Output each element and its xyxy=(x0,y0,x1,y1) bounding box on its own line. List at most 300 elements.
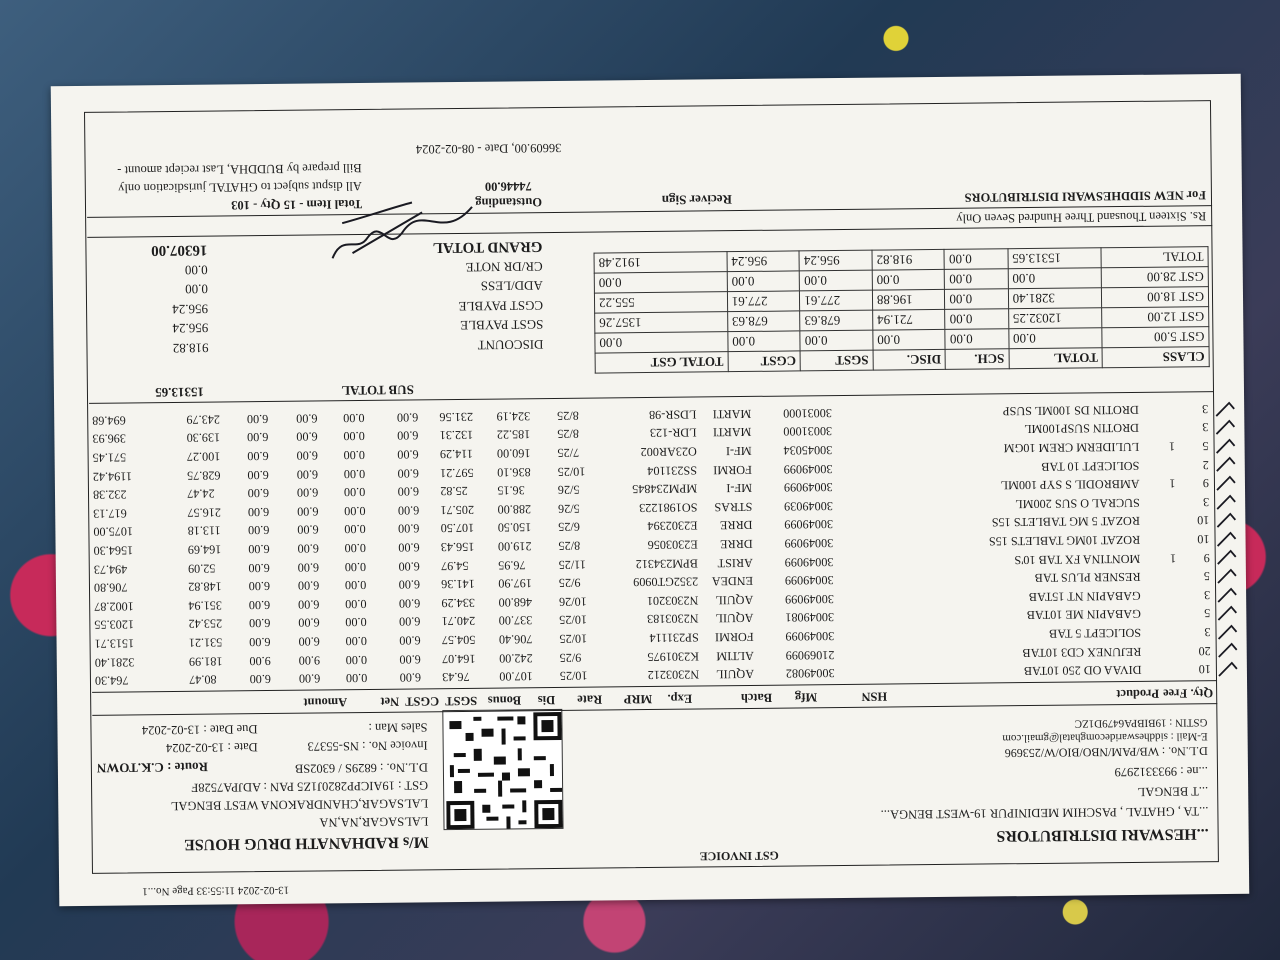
cell-product: ROZAT 10MG TABLETS 15S xyxy=(988,532,1141,549)
cell-net: 181.99 xyxy=(188,654,223,669)
cell-amount: 1513.71 xyxy=(94,636,135,651)
column-header-12: CGST xyxy=(405,694,440,709)
cell-mfg: AQUIL xyxy=(716,667,755,682)
cell-bonus: 0.00 xyxy=(344,503,366,519)
gst-header-cell: SGST xyxy=(800,350,873,371)
cell-hsn: 30049099 xyxy=(783,480,833,495)
cell-mfg: MF-I xyxy=(726,481,753,496)
cell-free xyxy=(1142,511,1178,530)
cell-amount: 571.45 xyxy=(92,450,127,465)
cell-dis: 6.00 xyxy=(397,503,420,518)
cell-mfg: STRAS xyxy=(714,499,753,515)
column-header-14: Amount xyxy=(303,695,348,710)
cell-dis: 6.00 xyxy=(397,466,419,481)
cell-rate: 231.56 xyxy=(439,409,474,425)
cell-net: 100.27 xyxy=(186,449,221,464)
gst-cell: 0.00 xyxy=(944,249,1007,270)
print-stamp: 13-02-2024 11:55:33 Page No...1 xyxy=(142,883,290,898)
check-mark-icon xyxy=(1215,511,1237,529)
cell-product: SUCRAL O SUS 200ML xyxy=(1015,495,1140,512)
cell-dis: 6.00 xyxy=(397,484,420,499)
cell-hsn: 30049099 xyxy=(785,591,834,607)
cell-mrp: 468.00 xyxy=(498,595,533,610)
summary-label: CGST PAYBLE xyxy=(458,298,544,314)
column-header-4: Mfg xyxy=(794,690,818,705)
gst-summary-table xyxy=(594,246,1210,373)
seller-gstin: GSTIN : 19BIBPA6479D1ZC xyxy=(1074,716,1208,730)
cell-hsn: 30049099 xyxy=(784,554,834,570)
cell-qty: 10 xyxy=(1198,662,1211,677)
cell-product: LULIDERM CREM 10GM xyxy=(1003,439,1140,456)
cell-product: MONTINA FX TAB 10'S xyxy=(1014,551,1141,567)
cell-rate: 156.43 xyxy=(440,539,475,555)
cell-mfg: ALTIM xyxy=(716,648,754,663)
cell-mrp: 706.40 xyxy=(498,632,533,647)
cell-batch: LDSR-98 xyxy=(648,407,697,422)
cell-batch: 2352GT0909 xyxy=(633,574,699,590)
invoice-date: Date : 13-02-2024 xyxy=(165,740,258,756)
check-mark-icon xyxy=(1214,399,1236,417)
cell-mrp: 197.90 xyxy=(498,576,532,591)
seller-address-1: ...TA , GHATAL , PASCHIM MEDINIPUR 19-WEST BENGA... xyxy=(880,804,1209,822)
gst-cell: 0.00 xyxy=(1008,268,1102,289)
jurisdiction-note: All disput subject to GHATAL jurisdication only xyxy=(118,179,362,196)
cell-free xyxy=(1141,455,1177,474)
cell-cgst: 6.00 xyxy=(248,560,270,575)
cell-sgst: 6.00 xyxy=(296,448,318,463)
gst-cell: 0.00 xyxy=(594,272,727,293)
amount-in-words: Rs. Sixteen Thousand Three Hundred Seven Only xyxy=(956,209,1207,226)
cell-mrp: 242.00 xyxy=(499,650,533,666)
cell-batch: SP231114 xyxy=(649,630,699,646)
cell-amount: 232.38 xyxy=(92,487,127,503)
cell-hsn: 30031000 xyxy=(783,405,832,421)
cell-amount: 396.93 xyxy=(92,431,127,447)
last-receipt-note: 36609.00, Date - 08-02-2024 xyxy=(415,140,562,157)
cell-net: 139.30 xyxy=(186,430,221,446)
invoice-paper xyxy=(51,74,1250,906)
cell-sgst: 6.00 xyxy=(298,671,321,686)
cell-qty: 10 xyxy=(1197,532,1210,547)
cell-hsn: 30049082 xyxy=(785,666,835,681)
cell-qty: 5 xyxy=(1202,439,1209,454)
column-header-8: Rate xyxy=(577,692,603,707)
sales-man: Sales Man : xyxy=(368,720,428,735)
cell-sgst: 6.00 xyxy=(298,615,320,631)
cell-hsn: 30045034 xyxy=(783,443,833,458)
cell-sgst: 6.00 xyxy=(297,560,320,575)
check-mark-icon xyxy=(1216,585,1238,603)
qr-code xyxy=(442,709,563,830)
cell-amount: 494.73 xyxy=(93,562,128,577)
cell-mrp: 324.19 xyxy=(496,409,531,424)
gst-cell: GST 28.00 xyxy=(1101,267,1208,288)
gst-header-cell: CGST xyxy=(728,351,801,372)
cell-net: 52.09 xyxy=(187,561,216,576)
check-mark-icon xyxy=(1217,641,1239,659)
gst-cell: 0.00 xyxy=(728,331,801,352)
cell-sgst: 6.00 xyxy=(296,485,319,500)
column-header-3: HSN xyxy=(861,689,888,704)
column-header-9: Dis xyxy=(537,693,556,708)
cell-mfg: MARTI xyxy=(712,406,752,422)
cell-qty: 5 xyxy=(1204,606,1211,621)
cell-cgst: 6.00 xyxy=(248,542,270,557)
cell-mrp: 160.00 xyxy=(496,446,531,461)
cell-product: SOLICEPT 10 TAB xyxy=(1041,458,1140,474)
cell-sgst: 9.00 xyxy=(298,653,321,668)
cell-free xyxy=(1141,418,1177,437)
cell-mfg: ENDEA xyxy=(711,574,754,589)
gst-cell: 0.00 xyxy=(873,329,946,350)
cell-dis: 6.00 xyxy=(398,577,421,592)
cell-mfg: AQUIL xyxy=(715,611,754,626)
check-mark-icon xyxy=(1215,474,1237,492)
gst-header-cell: CLASS xyxy=(1102,347,1209,368)
gst-header-cell: TOTAL GST xyxy=(595,352,728,373)
gst-cell: 0.00 xyxy=(945,329,1008,350)
cell-exp: 10/25 xyxy=(559,631,588,646)
cell-rate: 76.43 xyxy=(442,670,470,685)
cell-free: 1 xyxy=(1169,476,1176,491)
gst-cell: GST 5.00 xyxy=(1102,327,1209,348)
cell-qty: 5 xyxy=(1203,569,1211,584)
cell-net: 148.82 xyxy=(188,579,222,595)
cell-amount: 1075.00 xyxy=(93,524,134,540)
check-mark-icon xyxy=(1215,455,1237,473)
cell-exp: 10/25 xyxy=(559,613,588,628)
cell-exp: 6/25 xyxy=(558,520,580,535)
cell-sgst: 6.00 xyxy=(296,467,319,482)
check-mark-icon xyxy=(1216,623,1238,641)
cell-free xyxy=(1143,623,1179,642)
cell-bonus: 0.00 xyxy=(343,485,366,500)
cell-batch: K2301975 xyxy=(647,649,700,664)
cell-sgst: 6.00 xyxy=(298,634,320,649)
cell-bonus: 0.00 xyxy=(343,410,365,426)
cell-bonus: 0.00 xyxy=(343,448,366,463)
cell-amount: 1194.42 xyxy=(92,469,133,484)
cell-free xyxy=(1142,493,1178,512)
cell-rate: 114.29 xyxy=(439,446,474,462)
cell-free xyxy=(1141,400,1177,419)
gst-header-cell: SCH. xyxy=(945,349,1008,370)
cell-batch: MPM234845 xyxy=(632,481,698,497)
cell-cgst: 6.00 xyxy=(248,597,271,613)
cell-mrp: 150.50 xyxy=(497,520,532,536)
cell-rate: 240.71 xyxy=(441,614,476,629)
gst-header-cell: TOTAL xyxy=(1009,348,1103,369)
cell-net: 164.69 xyxy=(187,542,222,557)
cell-batch: E2302394 xyxy=(647,518,698,534)
cell-dis: 6.00 xyxy=(399,633,421,648)
doc-type: GST INVOICE xyxy=(699,848,779,864)
cell-cgst: 6.00 xyxy=(248,616,271,631)
gst-cell: 1912.48 xyxy=(594,252,727,273)
cell-hsn: 30049039 xyxy=(784,498,833,514)
cell-exp: 11/25 xyxy=(558,557,587,572)
cell-net: 216.57 xyxy=(187,505,222,520)
cell-free xyxy=(1143,641,1179,660)
cell-mrp: 36.15 xyxy=(497,483,525,498)
signature-scribble xyxy=(322,192,483,264)
seller-name: ...HESWARI DISTRIBUTORS xyxy=(996,825,1209,845)
grand-total-label: GRAND TOTAL xyxy=(432,238,543,256)
cell-cgst: 9.00 xyxy=(249,653,271,668)
cell-net: 24.47 xyxy=(187,486,215,502)
cell-product: AMBRODIL S SYP 100ML xyxy=(1000,477,1140,493)
cell-cgst: 6.00 xyxy=(247,504,270,520)
gst-cell: 277.61 xyxy=(800,290,873,311)
gst-cell: GST 12.00 xyxy=(1102,307,1209,328)
cell-qty: 2 xyxy=(1202,457,1209,472)
cell-rate: 141.36 xyxy=(441,577,475,592)
cell-exp: 5/26 xyxy=(557,501,580,516)
cell-rate: 164.07 xyxy=(441,651,476,666)
column-header-2: Product xyxy=(1116,686,1160,702)
cell-bonus: 0.00 xyxy=(343,429,365,444)
cell-mfg: MF-I xyxy=(725,444,752,459)
qr-code-icon xyxy=(445,712,562,829)
cell-net: 113.18 xyxy=(187,523,221,539)
cell-bonus: 0.00 xyxy=(345,596,367,612)
cell-rate: 334.29 xyxy=(441,595,476,611)
cell-net: 531.21 xyxy=(188,635,223,650)
gst-cell: 0.00 xyxy=(945,309,1008,330)
gst-cell: 0.00 xyxy=(727,271,800,292)
seller-email: E-Mail : siddheswaridecomghatal@gmail.com xyxy=(1002,730,1208,745)
check-mark-icon xyxy=(1217,660,1239,678)
cell-exp: 8/25 xyxy=(558,538,581,554)
cell-product: REJUNEX CD3 10TAB xyxy=(1022,644,1142,660)
cell-mrp: 219.00 xyxy=(497,539,532,554)
cell-qty: 3 xyxy=(1203,587,1211,603)
cell-bonus: 0.00 xyxy=(343,466,366,481)
cell-qty: 9 xyxy=(1203,550,1210,565)
cell-sgst: 6.00 xyxy=(297,504,319,519)
cell-product: SOLICEPT 5 TAB xyxy=(1049,625,1142,641)
cell-hsn: 30049081 xyxy=(785,610,835,626)
gst-cell: 15313.65 xyxy=(1008,248,1102,269)
total-item-qty: Total Item - 15 Qty - 103 xyxy=(231,197,363,213)
cell-cgst: 6.00 xyxy=(249,672,272,687)
column-header-10: Bonus xyxy=(487,693,522,708)
cell-free xyxy=(1142,530,1178,549)
cell-net: 253.42 xyxy=(188,616,223,632)
summary-label: SGST PAYBLE xyxy=(460,317,544,334)
cell-batch: SO1981223 xyxy=(639,500,698,515)
cell-sgst: 6.00 xyxy=(296,429,318,445)
cell-net: 80.47 xyxy=(189,672,217,688)
cell-mrp: 185.22 xyxy=(496,427,531,443)
cell-product: DIVAA OD 250 10TAB xyxy=(1023,663,1142,679)
cell-dis: 6.00 xyxy=(399,670,422,685)
cell-bonus: 0.00 xyxy=(345,633,367,649)
cell-sgst: 6.00 xyxy=(297,522,319,538)
cell-free xyxy=(1143,586,1179,605)
buyer-gst-pan: GST : 19AICPP2820J1Z5 PAN : ADJPA7528F xyxy=(191,778,429,795)
check-mark-icon xyxy=(1214,437,1236,455)
cell-product: DROTIN SUSP100ML xyxy=(1024,421,1140,437)
cell-mrp: 288.00 xyxy=(497,502,532,517)
column-header-6: Exp. xyxy=(667,691,693,706)
gst-cell: 196.88 xyxy=(872,289,945,310)
sub-total-label: SUB TOTAL xyxy=(341,382,415,399)
cell-rate: 25.82 xyxy=(440,484,468,499)
cell-product: DROTIN DS 100ML SUSP xyxy=(1002,402,1139,419)
cell-mfg: AQUIL xyxy=(715,592,754,608)
cell-mfg: DRRE xyxy=(720,536,753,552)
outstanding-label: Outstanding xyxy=(475,195,543,210)
cell-qty: 10 xyxy=(1197,513,1210,528)
gst-cell: 277.61 xyxy=(727,291,800,312)
receiver-sign-label: Reciver Sign xyxy=(661,192,733,208)
cell-mfg: FORMI xyxy=(713,462,752,478)
cell-sgst: 6.00 xyxy=(296,411,318,426)
cell-exp: 7/25 xyxy=(557,445,580,461)
cell-product: ROZAT 5 MG TABLETS 15S xyxy=(991,514,1141,530)
cell-cgst: 6.00 xyxy=(248,523,270,538)
cell-amount: 1564.30 xyxy=(93,543,134,558)
cell-bonus: 0.00 xyxy=(344,559,367,574)
gst-cell: 956.24 xyxy=(727,251,800,272)
gst-cell: 0.00 xyxy=(800,330,873,351)
cell-rate: 107.50 xyxy=(440,521,475,536)
cell-amount: 1203.55 xyxy=(94,617,135,633)
summary-label: DISCOUNT xyxy=(477,337,544,353)
cell-exp: 10/25 xyxy=(557,464,586,479)
column-header-5: Batch xyxy=(740,690,773,706)
cell-cgst: 6.00 xyxy=(247,449,269,464)
cell-dis: 6.00 xyxy=(397,447,419,462)
due-date: Due Date : 13-02-2024 xyxy=(141,722,258,738)
gst-cell: 0.00 xyxy=(872,269,945,290)
check-mark-icon xyxy=(1215,492,1237,510)
gst-cell: 0.00 xyxy=(800,270,873,291)
gst-cell: 956.24 xyxy=(799,250,872,271)
gst-cell: GST 18.00 xyxy=(1102,287,1209,308)
cell-qty: 3 xyxy=(1202,495,1210,510)
item-table xyxy=(90,399,1213,690)
cell-cgst: 6.00 xyxy=(247,430,269,445)
summary-value: 918.82 xyxy=(172,340,209,356)
check-mark-icon xyxy=(1216,604,1238,622)
gst-cell: 0.00 xyxy=(945,289,1008,310)
gst-cell: TOTAL xyxy=(1101,247,1208,268)
cell-batch: N2303212 xyxy=(647,667,700,683)
summary-label: ADD/LESS xyxy=(480,278,543,295)
cell-dis: 6.00 xyxy=(398,521,420,537)
cell-hsn: 30049099 xyxy=(784,573,834,588)
cell-batch: E2303056 xyxy=(647,537,698,553)
cell-free xyxy=(1143,660,1179,679)
cell-batch: BPM234312 xyxy=(635,556,699,571)
check-mark-icon xyxy=(1215,530,1237,548)
summary-value: 956.24 xyxy=(172,321,209,337)
cell-cgst: 6.00 xyxy=(247,467,269,482)
cell-net: 243.79 xyxy=(186,412,221,427)
cell-batch: LDR-123 xyxy=(649,425,697,441)
cell-hsn: 30049099 xyxy=(783,461,833,477)
cell-qty: 9 xyxy=(1202,476,1210,491)
cell-amount: 694.68 xyxy=(92,413,126,428)
cell-exp: 10/25 xyxy=(559,668,588,684)
cell-qty: 20 xyxy=(1198,643,1211,658)
summary-label: CR/DR NOTE xyxy=(465,259,543,275)
grand-total-value: 16307.00 xyxy=(151,241,208,259)
gst-cell: 0.00 xyxy=(945,269,1008,290)
cell-bonus: 0.00 xyxy=(345,615,367,630)
cell-hsn: 30049099 xyxy=(785,629,835,644)
cell-sgst: 6.00 xyxy=(297,578,320,593)
cell-dis: 6.00 xyxy=(398,596,421,611)
cell-rate: 132.31 xyxy=(439,428,474,443)
check-mark-icon xyxy=(1216,548,1238,566)
cell-batch: N2303183 xyxy=(647,611,699,627)
sub-total-value: 15313.65 xyxy=(155,384,205,401)
cell-mrp: 836.10 xyxy=(497,464,531,480)
gst-cell: 555.22 xyxy=(594,292,727,313)
cell-amount: 1002.87 xyxy=(94,599,134,614)
cell-cgst: 6.00 xyxy=(249,634,271,650)
gst-cell: 12032.25 xyxy=(1008,308,1102,329)
cell-dis: 6.00 xyxy=(399,614,421,630)
summary-value: 0.00 xyxy=(184,262,208,278)
cell-bonus: 0.00 xyxy=(344,578,367,593)
cell-qty: 3 xyxy=(1202,420,1209,435)
cell-qty: 3 xyxy=(1204,625,1211,640)
cell-hsn: 30031000 xyxy=(783,424,833,440)
cell-hsn: 30049099 xyxy=(784,517,834,533)
gst-cell: 0.00 xyxy=(595,332,728,353)
cell-rate: 205.71 xyxy=(440,502,475,518)
cell-qty: 3 xyxy=(1202,402,1209,417)
totals-summary xyxy=(93,255,554,357)
check-mark-icon xyxy=(1216,567,1238,585)
cell-net: 351.94 xyxy=(188,598,222,613)
summary-value: 0.00 xyxy=(185,282,208,298)
cell-hsn: 21069099 xyxy=(785,647,835,663)
cell-amount: 3281.40 xyxy=(94,655,135,670)
cell-mfg: MARTI xyxy=(712,425,752,440)
company-sign-label: For NEW SIDDHESWARI DISTRIBUTORS xyxy=(964,188,1207,205)
seller-address-2: ...T BENGAL xyxy=(1137,784,1209,799)
cell-batch: SS231104 xyxy=(647,463,698,478)
buyer-address-2: LALSAGAR,CHANDRAKONA WEST BENGAL xyxy=(170,796,429,814)
cell-dis: 6.00 xyxy=(396,410,419,425)
cell-exp: 10/26 xyxy=(558,594,587,609)
cell-bonus: 0.00 xyxy=(345,671,368,686)
cell-amount: 706.80 xyxy=(93,580,128,596)
cell-bonus: 0.00 xyxy=(345,652,368,667)
cell-cgst: 6.00 xyxy=(248,579,271,594)
invoice-number: Invoice No. : NS-55373 xyxy=(307,738,428,754)
column-header-7: MRP xyxy=(623,691,653,707)
summary-value: 956.24 xyxy=(172,301,209,317)
cell-mrp: 76.95 xyxy=(498,557,526,573)
check-mark-icon xyxy=(1214,418,1236,436)
cell-bonus: 0.00 xyxy=(344,522,366,537)
cell-exp: 9/25 xyxy=(559,650,582,665)
cell-free: 1 xyxy=(1168,439,1176,454)
buyer-name: M/s RADHANATH DRUG HOUSE xyxy=(183,833,429,853)
outstanding-value: 74446.00 xyxy=(484,179,532,194)
cell-cgst: 6.00 xyxy=(247,486,270,501)
cell-free: 1 xyxy=(1169,551,1177,566)
cell-rate: 597.21 xyxy=(440,465,474,480)
gst-cell: 678.63 xyxy=(727,311,800,332)
invoice-sheet xyxy=(51,74,1250,906)
